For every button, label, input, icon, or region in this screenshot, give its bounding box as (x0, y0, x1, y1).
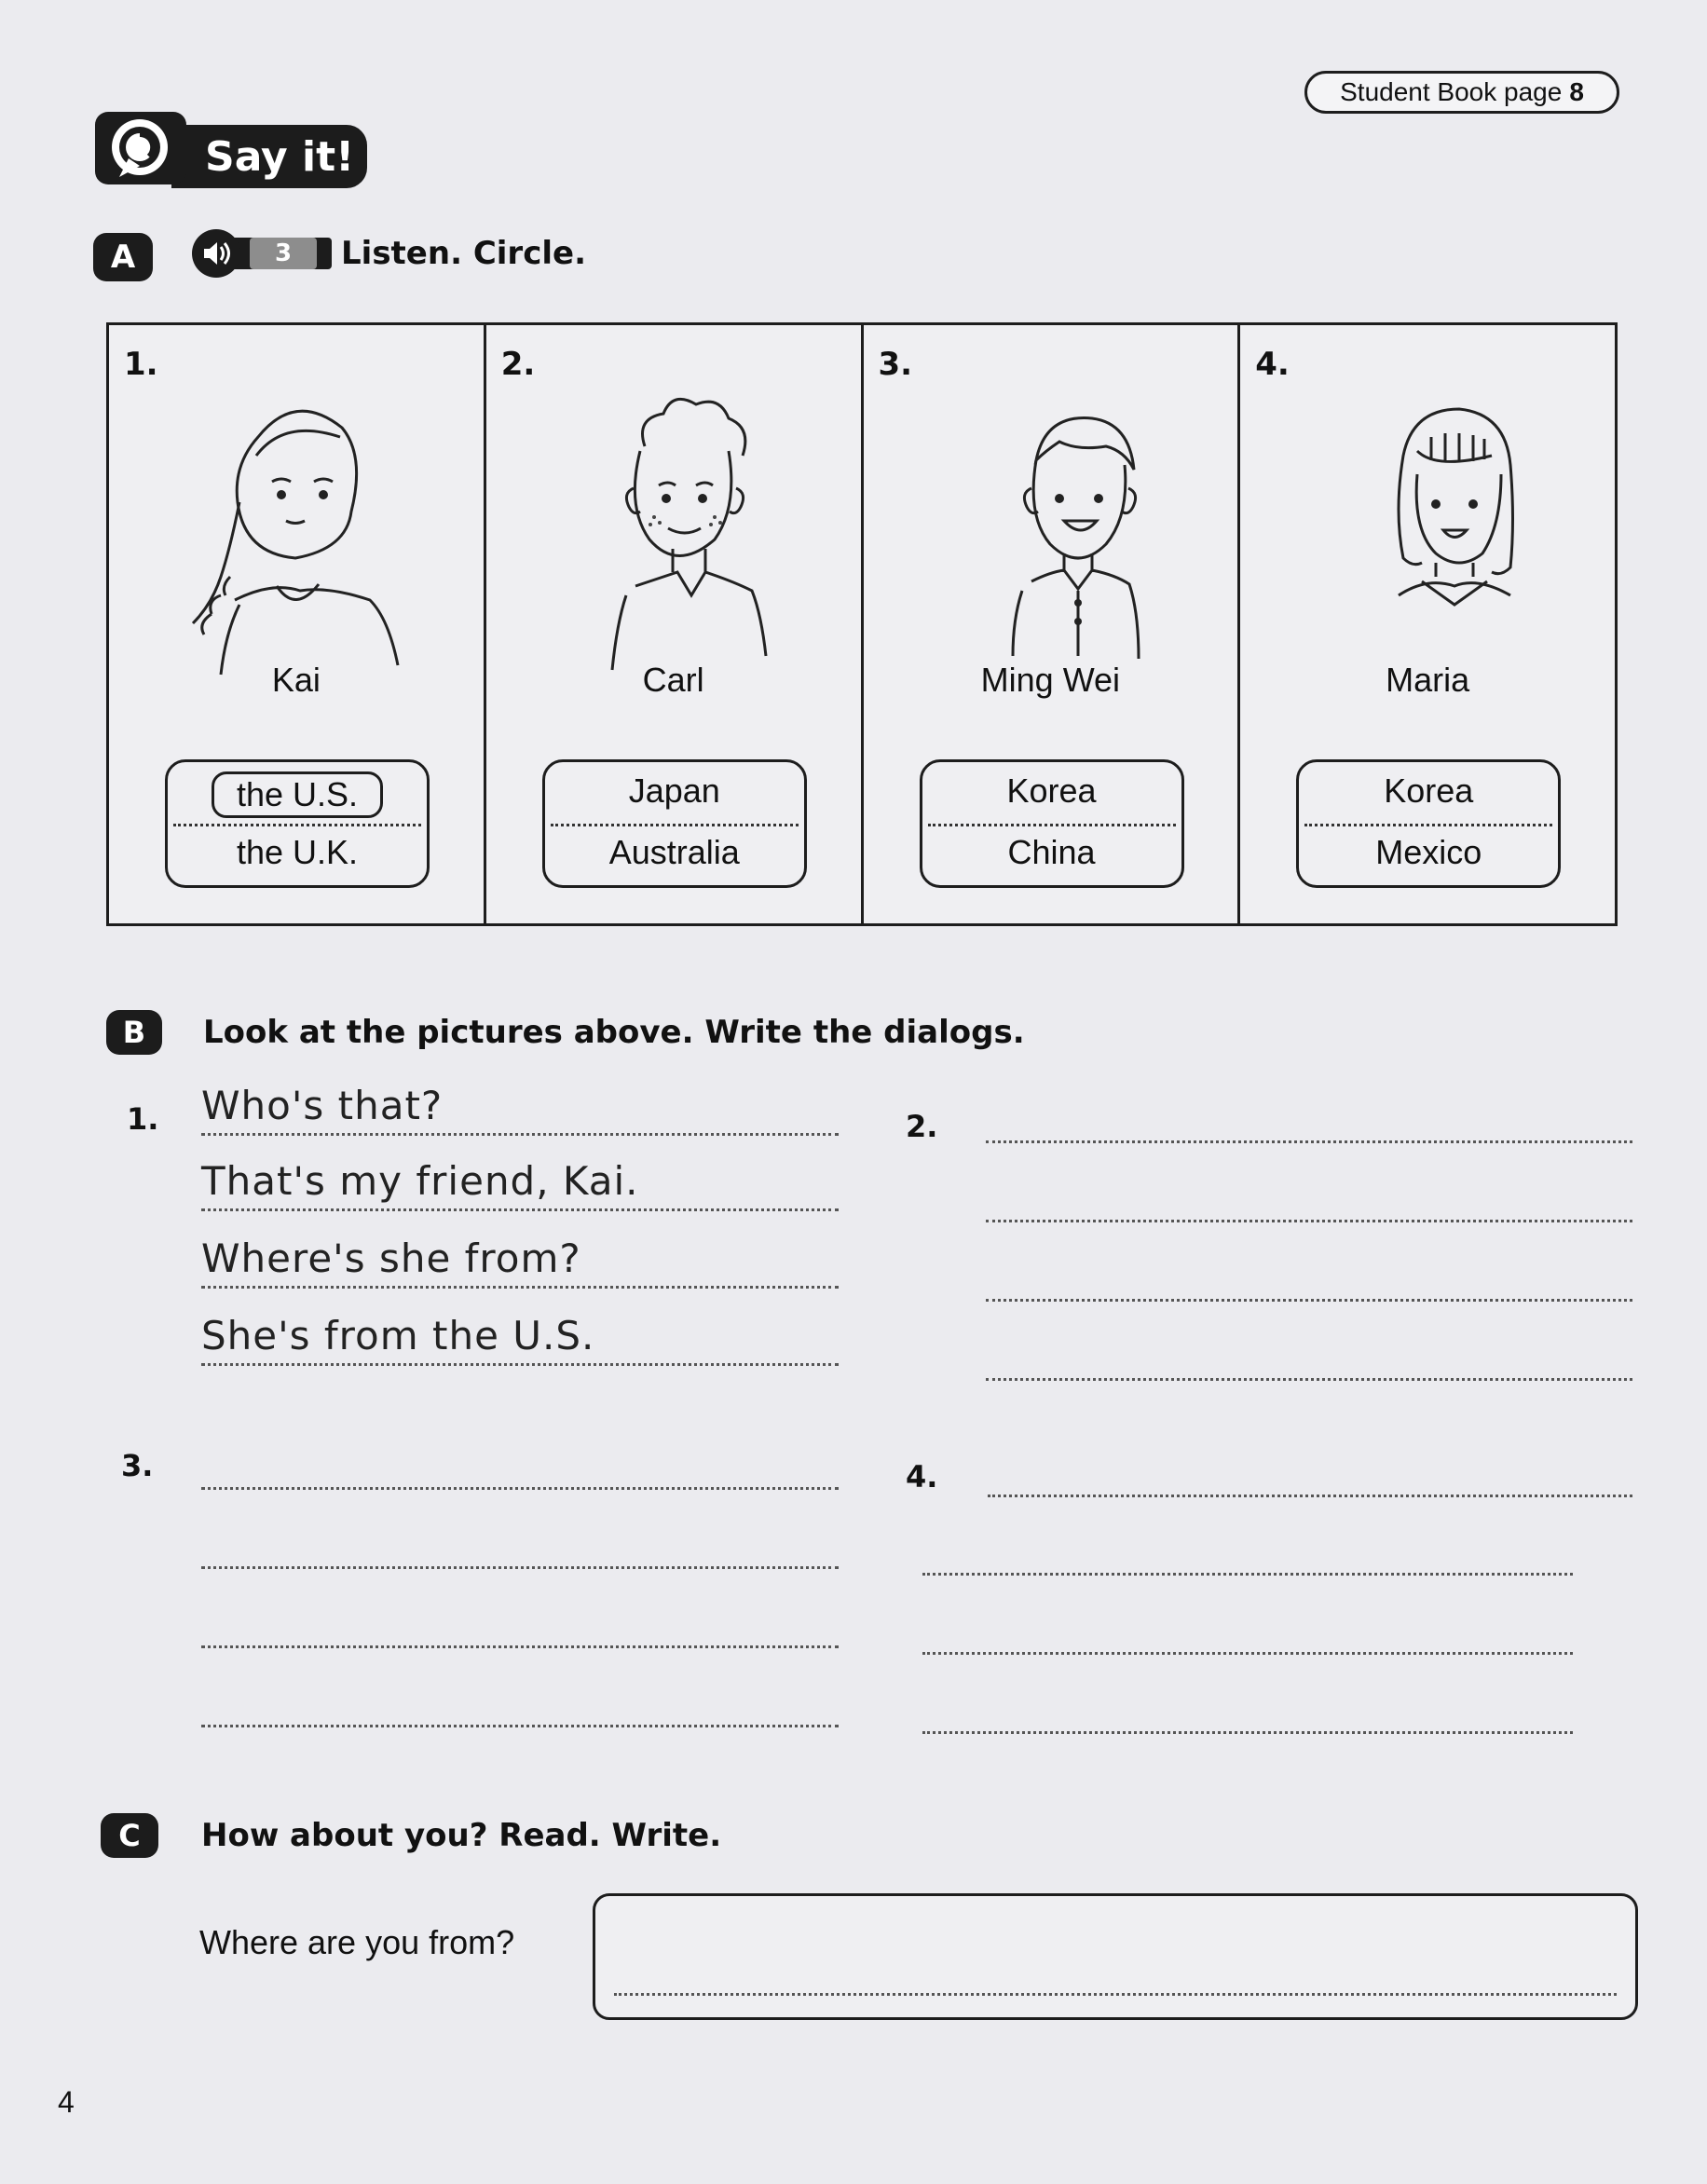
say-it-title: Say it! (205, 132, 355, 181)
answer-field[interactable] (614, 1915, 1617, 1961)
country-choice-box (542, 759, 807, 888)
country-option-bottom[interactable]: Australia (608, 833, 740, 871)
country-option-bottom[interactable]: the U.K. (236, 833, 359, 871)
say-it-banner (171, 125, 367, 188)
section-b-instruction: Look at the pictures above. Write the dialogs. (203, 1014, 1025, 1051)
dialog-line[interactable]: Who's that? (201, 1083, 444, 1128)
section-a-instruction: Listen. Circle. (341, 235, 586, 272)
child-name: Carl (642, 661, 704, 699)
dialog-line[interactable] (986, 1090, 1632, 1140)
item-number: 1. (124, 346, 158, 383)
item-number: 4. (1255, 346, 1290, 383)
track-number: 3 (250, 238, 317, 269)
dialog-4-rest (922, 1522, 1573, 1734)
item-number: 3. (878, 346, 913, 383)
dialog-2 (986, 1090, 1632, 1381)
page-number: 4 (58, 2085, 75, 2119)
dialog-number: 2. (906, 1109, 938, 1144)
dialog-3 (201, 1437, 839, 1727)
dialog-line[interactable]: That's my friend, Kai. (201, 1158, 639, 1204)
girl-braid-illustration (146, 372, 444, 689)
dialog-line[interactable] (988, 1444, 1632, 1495)
dialog-line[interactable] (922, 1522, 1573, 1573)
section-c-instruction: How about you? Read. Write. (201, 1817, 722, 1854)
page-ref-label: Student Book page (1340, 77, 1563, 106)
item-cell-3 (864, 325, 1241, 923)
country-option-bottom[interactable]: Mexico (1375, 833, 1482, 871)
dialog-line[interactable] (201, 1595, 839, 1645)
dialog-number: 3. (121, 1448, 154, 1483)
dialog-4-first (988, 1444, 1632, 1497)
country-choice-box (165, 759, 430, 888)
item-cell-1 (109, 325, 486, 923)
child-name: Kai (271, 661, 321, 699)
dialog-line[interactable] (986, 1328, 1632, 1378)
speech-bubble-icon (91, 106, 188, 199)
country-option-top[interactable]: Japan (628, 771, 720, 810)
child-name: Maria (1386, 661, 1470, 699)
section-b-badge (106, 1010, 162, 1055)
audio-track-button[interactable] (192, 229, 332, 278)
dialog-line[interactable] (986, 1249, 1632, 1299)
item-number: 2. (500, 346, 536, 383)
child-name: Ming Wei (980, 661, 1121, 699)
answer-box (593, 1893, 1638, 2020)
dialog-number: 4. (906, 1459, 938, 1495)
section-c-letter: C (118, 1818, 141, 1853)
speaker-icon (192, 229, 240, 278)
section-a-badge (93, 233, 153, 281)
girl-bangs-illustration (1277, 372, 1576, 689)
dialog-1 (201, 1083, 839, 1366)
boy-short-hair-illustration (901, 372, 1199, 689)
country-choice-box (920, 759, 1184, 888)
question-text: Where are you from? (199, 1923, 515, 1961)
boy-curly-hair-illustration (524, 372, 822, 689)
dialog-line[interactable] (201, 1437, 839, 1487)
dialog-number: 1. (127, 1101, 159, 1137)
dialog-line[interactable] (201, 1674, 839, 1725)
country-option-top[interactable]: the U.S. (212, 771, 383, 818)
item-cell-4 (1240, 325, 1615, 923)
dialog-line[interactable] (922, 1681, 1573, 1731)
page-ref-number: 8 (1569, 77, 1584, 106)
country-option-top[interactable]: Korea (1006, 771, 1097, 810)
section-c-badge (101, 1813, 158, 1858)
dialog-line[interactable] (922, 1602, 1573, 1652)
section-a-letter: A (110, 239, 136, 276)
dialog-line[interactable] (201, 1516, 839, 1566)
item-cell-2 (486, 325, 864, 923)
country-choice-box (1296, 759, 1561, 888)
dialog-line[interactable] (986, 1169, 1632, 1220)
country-option-bottom[interactable]: China (1007, 833, 1096, 871)
dialog-line[interactable]: She's from the U.S. (201, 1313, 595, 1358)
country-option-top[interactable]: Korea (1384, 771, 1474, 810)
listen-circle-table (106, 322, 1618, 926)
section-b-letter: B (122, 1015, 146, 1050)
student-book-page-ref (1304, 71, 1619, 114)
dialog-line[interactable]: Where's she from? (201, 1235, 581, 1281)
